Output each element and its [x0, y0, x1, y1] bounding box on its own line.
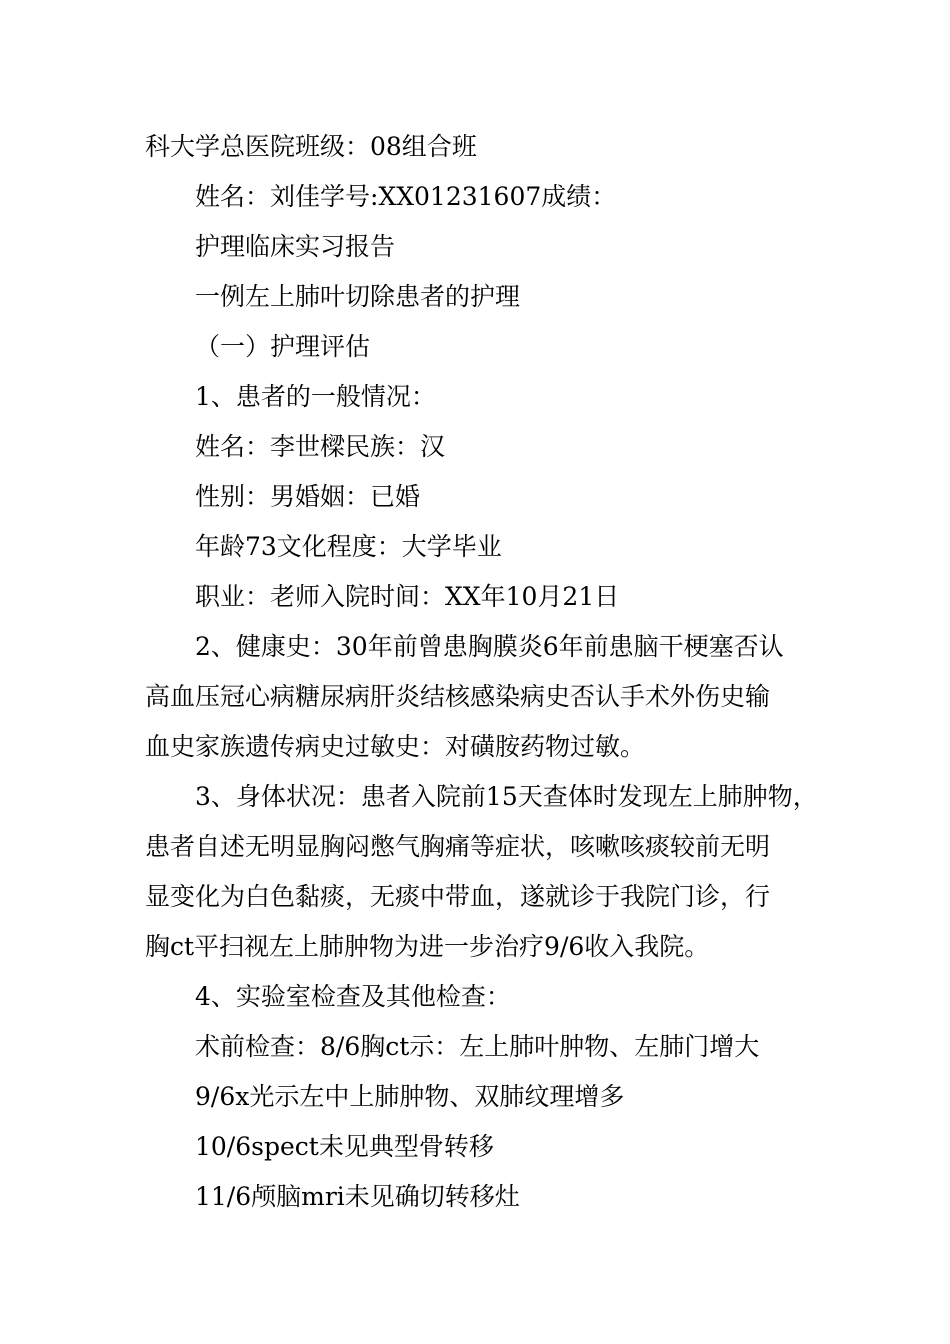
health-history-line-2: 高血压冠心病糖尿病肝炎结核感染病史否认手术外伤史输 — [145, 682, 771, 711]
report-title: 护理临床实习报告 — [195, 232, 396, 261]
preop-exam-line-2: 9/6x光示左中上肺肿物、双肺纹理增多 — [195, 1082, 625, 1111]
physical-status-line-1: 3、身体状况：患者入院前15天查体时发现左上肺肿物， — [195, 782, 818, 811]
patient-age-education: 年龄73文化程度：大学毕业 — [195, 532, 502, 561]
patient-sex-marital: 性别：男婚姻：已婚 — [195, 482, 421, 511]
header-hospital-class-line: 科大学总医院班级：08组合班 — [145, 132, 477, 161]
case-title: 一例左上肺叶切除患者的护理 — [195, 282, 521, 311]
physical-status-line-4: 胸ct平扫视左上肺肿物为进一步治疗9/6收入我院。 — [145, 932, 710, 961]
health-history-line-3: 血史家族遗传病史过敏史：对磺胺药物过敏。 — [145, 732, 646, 761]
subheading-lab-exams: 4、实验室检查及其他检查： — [195, 982, 511, 1011]
patient-occupation-admission: 职业：老师入院时间：XX年10月21日 — [195, 582, 620, 611]
student-info-line: 姓名：刘佳学号:XX01231607成绩： — [195, 182, 617, 211]
subheading-general-info: 1、患者的一般情况： — [195, 382, 436, 411]
preop-exam-line-3: 10/6spect未见典型骨转移 — [195, 1132, 494, 1161]
section-heading-assessment: （一）护理评估 — [195, 332, 371, 361]
physical-status-line-3: 显变化为白色黏痰，无痰中带血，遂就诊于我院门诊，行 — [145, 882, 771, 911]
preop-exam-line-1: 术前检查：8/6胸ct示：左上肺叶肿物、左肺门增大 — [195, 1032, 760, 1061]
physical-status-line-2: 患者自述无明显胸闷憋气胸痛等症状，咳嗽咳痰较前无明 — [145, 832, 771, 861]
patient-name-ethnicity: 姓名：李世樑民族：汉 — [195, 432, 446, 461]
preop-exam-line-4: 11/6颅脑mri未见确切转移灶 — [195, 1182, 520, 1211]
health-history-line-1: 2、健康史：30年前曾患胸膜炎6年前患脑干梗塞否认 — [195, 632, 784, 661]
